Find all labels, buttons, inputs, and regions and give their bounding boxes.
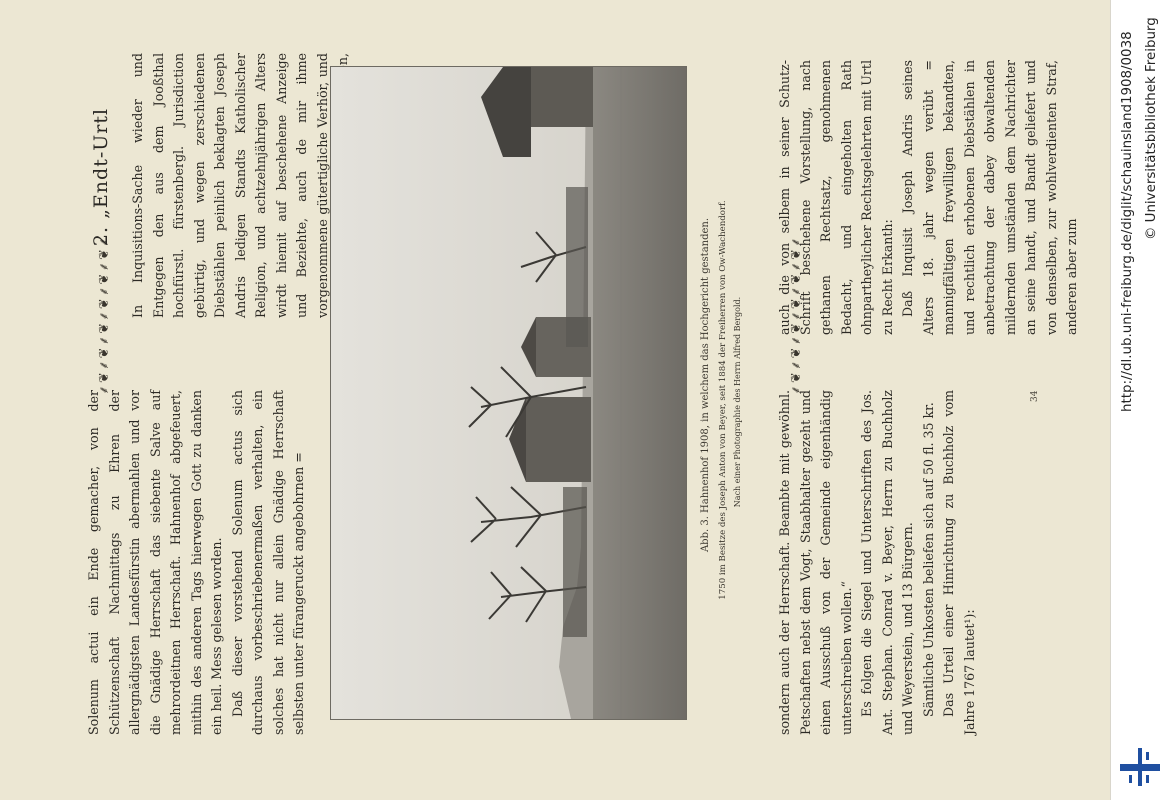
copyright-notice: © Universitätsbibliothek Freiburg (1144, 17, 1159, 240)
bottom-right-column (775, 60, 1079, 335)
figure-credit: Nach einer Photographie des Herrn Alfred Bergold. (733, 296, 742, 508)
ub-freiburg-logo-icon (1118, 744, 1162, 790)
paragraph: Es folgen die Siegel und Unterschriften des Jos. Ant. Stephan. Conrad v. Beyer, Herrn zu Buchholz und Weyerstein, und 13 Bürgern. (859, 390, 915, 735)
figure-caption: Abb. 3. Hahnenhof 1908, in welchem das Hochgericht gestanden. (700, 217, 711, 553)
source-url[interactable]: http://dl.ub.uni-freiburg.de/diglit/schauinsland1908/0038 (1120, 31, 1135, 412)
paragraph: Daß Inquisit Joseph Andris seines Alters 18. jahr wegen verübt = mannigfältigen freywilligen bekandten, und rechtlich erhobenen Diebstählen in anbetrachtung der dabey obwaltenden mildernden umständen dem Nachrichter an seine handt, und Bandt geliefert und von denselben, zur wohlverdienten Straf, anderen aber zum (900, 60, 1079, 335)
ornament-divider: ⸙❦⸙❦⸙❦⸙❦⸙❦⸙❦⸙ (97, 235, 112, 395)
figure-photo (330, 66, 687, 720)
section-heading: 2. „Endt-Urtl (90, 107, 112, 247)
paragraph: Sämtliche Unkosten beliefen sich auf 50 fl. 35 kr. (920, 402, 936, 717)
bottom-left-column (775, 390, 990, 735)
left-column (84, 390, 306, 735)
paragraph: Solenum actui ein Ende gemacher, von der Schützenschaft Nachmittags zu Ehren der allergnädigsten Landesfürstin abermahlen und vor die Gnädige Herrschaft das siebente Salve auf mehrordeitnen Herrschaft. Hahnenhof abgefeuert, mithin des anderen Tags hierwegen Gott zu danken ein heil. Mess gelesen worden. (86, 390, 224, 735)
farmstead-photograph (331, 67, 686, 719)
figure-caption-sub: 1750 im Besitze des Joseph Anton von Beyer, seit 1884 der Freiherren von Ow-Wachendorf. (718, 200, 728, 600)
page-number: 34 (1030, 390, 1040, 402)
ornament-divider: ⸙❦⸙❦⸙❦⸙❦⸙❦⸙❦⸙ (789, 235, 804, 395)
paragraph: Daß dieser vorstehend Solenum actus sich durchaus vorbeschriebenermaßen verhalten, ein solches hat nicht nur allein Gnädige Herrschaft selbsten unter fürangeruckt angebohrnen = (229, 390, 306, 735)
paragraph: In Inquisitions-Sache wieder und Entgegen den aus dem Jooßthal hochfürstl. fürstenbergl. Jurisdiction gebürtig, und wegen zerschiedenen Diebstählen peinlich beklagten Joseph Andris ledigen Standts Katholischer Religion, und achtzehnjährigen Alters wirdt hiemit auf beschehene Anzeige und Beziehte, auch de mir ihme vorgenommene gütertigliche Verhör, und (130, 53, 330, 318)
right-column (128, 53, 330, 318)
paragraph: auch die von selbem in seiner Schutz-Schrift beschehene Vorstellung, nach gethanen Rechtsatz, genohmenen Bedacht, und eingeholten Rath ohnpartheylicher Rechtsgelehrten mit Urtl zu Recht Erkanth: (777, 60, 895, 335)
paragraph: Das Urteil einer Hinrichtung zu Buchholz vom Jahre 1767 lautet¹): (941, 390, 977, 735)
paragraph: sondern auch der Herrschaft. Beambte mit gewöhnl. Petschaften nebst dem Vogt, Staabhalter gezeht und einen Ausschuß von der Gemeinde eigenhändig unterschreiben wollen.“ (777, 390, 854, 735)
